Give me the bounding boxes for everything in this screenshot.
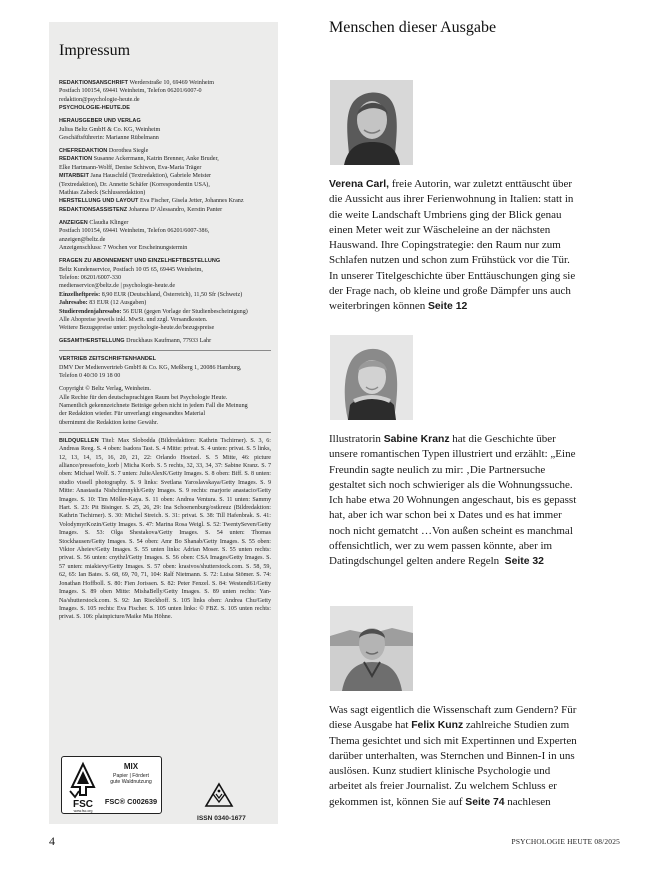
fsc-mix-subtitle (102, 773, 160, 785)
jahresabo-label: Jahresabo: (59, 300, 88, 307)
redaktionsanschrift-address: Werderstraße 10, 69469 Weinheim (128, 80, 215, 86)
gesamtherstellung-label: GESAMTHERSTELLUNG (59, 338, 125, 345)
abo-contact: medienservice@beltz.de | psychologie-heute.de (59, 283, 176, 290)
copyright-block (59, 385, 271, 427)
abo-label: FRAGEN ZU ABONNEMENT UND EINZELHEFTBESTELLUNG (59, 258, 221, 265)
vertrieb-phone: Telefon 0 40/30 19 18 00 (59, 373, 121, 380)
fsc-tree-icon (67, 761, 99, 799)
bildquellen-block (59, 437, 271, 622)
bio-text: hat die Geschichte über unsere romantischen Typen illustriert und erzählt: „Eine Freundin sagte neulich zu mir: ‚Die Partnersuche gestaltet sich noch schwieriger als die Wohnungssuche. Ich habe etwa 20 Wohnungen angeschaut, bis es gepasst hat, aber ich war schon bei x Dates und es hat immer noch nicht gematcht …Von außen scheint es manchmal offensichtlich, wer zu wem passen könnte, aber im Datingdschungel gelten andere Regeln (329, 433, 577, 568)
redaktion-names-2: Elke Hartmann-Wolff, Denise Schiwon, Eva-Maria Träger (59, 164, 202, 171)
fsc-url: www.fsc.org (73, 809, 93, 813)
redaktion-label: REDAKTION (59, 156, 93, 163)
bio-outro: nachlesen (504, 795, 551, 808)
verlag-block (59, 117, 271, 142)
bio-intro: Was sagt eigentlich die Wissenschaft zum Gendern? Für diese Ausgabe hat (329, 704, 577, 732)
redaktion-email: redaktion@psychologie-heute.de (59, 96, 140, 103)
page-number: 4 (49, 834, 55, 848)
bio-felix-kunz (329, 703, 579, 810)
bildquellen-label: BILDQUELLEN (59, 437, 99, 444)
anzeigen-name: Claudia Klinger (87, 219, 129, 226)
page-reference: Seite 12 (427, 301, 468, 313)
recycle-icon (204, 782, 234, 808)
fsc-word: FSC (73, 799, 93, 810)
bildquellen-text: Titel: Max Slobodda (Bildredaktion: Kathrin Tschirner). S. 3, 6: Andreas Reeg. S. 4 oben: Isadora Tast. S. 4 Mitte: privat. S. 4 unten: privat. S. 5 links, 12, 13, 14, 15, 16, 20, 21, 22: Orlando Hoetzel. S. 5 Mitte, 46: picture alliance/pressefoto_korb | Micha Korb. S. 5 rechts, 32, 33, 34, 37: Sabine Kranz. S. 7 oben: Michael Wolf. S. 7 unten: JulieAlexK/Getty Images. S. 8 oben: Biff. S. 8 unten: studio vissell photography. S. 9 links: Svetlana Yaroslavskaya/Getty Images. S. 9 Mitte: Anastasiia Nishchimnykh/Getty Images. S. 9 rechts: marjorie anastacio/Getty Images. S. 10: Tim Möller-Kaya. S. 11 oben: Andrea Ventura. S. 11 unten: Sammy Hart. S. 23: Pit Bisinger. S. 25, 26, 29: Ina Schoenenburg/ostkreuz (Bildredaktion: Kathrin Tschirner). S. 30: Michel Streich. S. 31: privat. S. 38: Till Hafenbrak. S. 41: VolodymyrKozin/Getty Images. S. 47: Marina Rosa Weigl. S. 52: TwentySeven/Getty Images. S. 53: Olga Shestakova/Getty Images. S. 54 unten: Thomas Stockhausen/Getty Images. S. 54 oben: Amr Bo Shanab/Getty Images. S. 55 oben: Viktor Aheiev/Getty Images. S. 55 unten links: Adrian Moser. S. 55 unten rechts: privat. S. 56 unten: cnythzl/Getty Images. S. 56 oben: CSA Images/Getty Images. S. 57 unten: miakievy/Getty Images. S. 57 oben: krasivos/shutterstock.com. S. 58, 59, 62, 65: Ian Bates. S. 68, 69, 70, 71, 104: Ralf Nietmann. S. 72: Luisa Stömer. S. 74: Jonathan Hoffboll. S. 80: Fien Jorissen. S. 82: Peter Fenzel. S. 84: Westend61/Getty Images. S. 89 oben Mitte: MishaBelly/Getty Images. S. 89 unten rechts: Yan-Na/shutterstock.com. S. 92: Jan Rieckhoff. S. 105 links oben: Andrea Chu/Getty Images. S. 105 rechts: Eva Fischer. S. 105 unten links: © FBZ. S. 105 unten rechts: privat. S. 106: plainpicture/Maike Mia Höhne. (59, 437, 271, 621)
page-reference: Seite 32 (504, 556, 544, 568)
herstellung-label: HERSTELLUNG UND LAYOUT (59, 198, 139, 205)
jahresabo-value: 83 EUR (12 Ausgaben) (87, 300, 147, 307)
portrait-image (330, 335, 413, 420)
anzeigen-block (59, 219, 271, 253)
anzeigenschluss: Anzeigenschluss: 7 Wochen vor Erscheinungstermin (59, 245, 188, 252)
copyright-line-4: der Redaktion wieder. Für unverlangt eingesandtes Material (59, 411, 206, 418)
impressum-column (49, 22, 278, 824)
verlag-name: Julius Beltz GmbH & Co. KG, Weinheim (59, 126, 161, 133)
impressum-body (59, 79, 271, 626)
fsc-logo (61, 756, 162, 814)
person-name: Verena Carl, (329, 179, 390, 190)
einzelheftpreis-value: 8,90 EUR (Deutschland, Österreich), 11,50 Sfr (Schweiz) (100, 291, 243, 298)
impressum-title: Impressum (59, 42, 131, 59)
abo-block (59, 257, 271, 333)
mitarbeit-names-2: (Textredaktion), Dr. Annette Schäfer (Korrespondentin USA), (59, 181, 210, 188)
divider (59, 350, 271, 351)
anzeigen-email: anzeigen@beltz.de (59, 236, 106, 243)
fsc-mix-sub-2: gute Waldnutzung (110, 779, 152, 785)
herstellung-names: Eva Fischer, Gisela Jetter, Johannes Kranz (138, 198, 244, 205)
bio-intro: Illustratorin (329, 433, 384, 445)
copyright-line-3: Namentlich gekennzeichnete Beiträge geben nicht in jedem Fall die Meinung (59, 402, 248, 409)
mitarbeit-names-3: Mathias Zabeck (Schlussredaktion) (59, 190, 146, 197)
issn-number: ISSN 0340-1677 (197, 815, 246, 822)
redaktionsanschrift-block (59, 79, 271, 113)
divider (59, 432, 271, 433)
verlag-label: HERAUSGEBER UND VERLAG (59, 118, 141, 125)
gesamtherstellung-block (59, 337, 271, 345)
photo-sabine-kranz (330, 335, 413, 420)
studierendenabo-label: Studierendenjahresabo: (59, 308, 122, 315)
chefredaktion-name: Dorothea Siegle (107, 148, 149, 155)
assistenz-names: Johanna D’Alessandro, Kerstin Panter (127, 206, 223, 213)
photo-felix-kunz (330, 606, 413, 691)
gesamtherstellung-value: Druckhaus Kaufmann, 77933 Lahr (124, 338, 212, 345)
bio-sabine-kranz (329, 432, 579, 570)
bezugspreise-note: Weitere Bezugspreise unter: psychologie-heute.de/bezugspreise (59, 325, 215, 332)
fsc-mix-sub-1: Papier | Fördert (113, 773, 149, 779)
portrait-image (330, 606, 413, 691)
mitarbeit-names: Jana Hauschild (Textredaktion), Gabriele Meister (88, 173, 212, 180)
copyright-line-5: übernimmt die Redaktion keine Gewähr. (59, 419, 158, 426)
person-name: Sabine Kranz (383, 434, 450, 445)
redaktionsanschrift-label: REDAKTIONSANSCHRIFT (59, 80, 129, 86)
page-reference: Seite 74 (465, 796, 505, 808)
website-link: PSYCHOLOGIE-HEUTE.DE (59, 105, 130, 112)
redaktionsanschrift-postfach: Postfach 100154, 69441 Weinheim, Telefon 06201/6007-0 (59, 88, 202, 95)
mitarbeit-label: MITARBEIT (59, 173, 89, 180)
chefredaktion-label: CHEFREDAKTION (59, 148, 108, 155)
assistenz-label: REDAKTIONSASSISTENZ (59, 206, 128, 213)
portrait-image (330, 80, 413, 165)
studierendenabo-value: 56 EUR (gegen Vorlage der Studienbescheinigung) (121, 308, 248, 315)
anzeigen-label: ANZEIGEN (59, 219, 88, 226)
redaktion-names: Susanne Ackermann, Katrin Brenner, Anke Bruder, (92, 156, 219, 163)
person-name: Felix Kunz (411, 720, 464, 732)
vertrieb-address: DMV Der Medienvertrieb GmbH & Co. KG, Meßberg 1, 20086 Hamburg, (59, 364, 242, 371)
fsc-code: FSC® C002639 (104, 797, 158, 806)
vertrieb-label: VERTRIEB ZEITSCHRIFTENHANDEL (59, 356, 157, 363)
magazine-issue: PSYCHOLOGIE HEUTE 08/2025 (511, 837, 620, 846)
people-section-title: Menschen dieser Ausgabe (329, 19, 497, 36)
verlag-geschaeftsfuehrung: Geschäftsführerin: Marianne Rübelmann (59, 135, 159, 142)
redaktion-block (59, 147, 271, 214)
bio-verena-carl (329, 177, 579, 315)
fsc-mix: MIX (123, 762, 139, 771)
copyright-line-2: Alle Rechte für den deutschsprachigen Raum bei Psychologie Heute. (59, 394, 228, 401)
anzeigen-address: Postfach 100154, 69441 Weinheim, Telefon 06201/6007-386, (59, 228, 210, 235)
abo-note: Alle Abopreise jeweils inkl. MwSt. und zzgl. Versandkosten. (59, 316, 208, 323)
bio-text: zahlreiche Studien zum Thema gesichtet und sich mit Expertinnen und Experten darüber unterhalten, was Sternchen und Binnen-I in uns auslösen. Kunz studiert klinische Psychologie und arbeitet als freier Journalist. Zu welchem Schluss er gekommen ist, können Sie auf (329, 719, 577, 808)
vertrieb-block (59, 355, 271, 380)
bio-text: freie Autorin, war zuletzt enttäuscht über die Aussicht aus ihrer Ferienwohnung in Italien: statt in die weite Landschaft Umbriens ging der Blick genau einen Meter weit zur Wäscheleine an der nächsten Hauswand. Ihre Copingstrategie: den Raum nur zum Schlafen nutzen und schon zum Frühstück vor die Tür. In unserer Titelgeschichte über Enttäuschungen ging sie der Frage nach, ob kleine und große Dämpfer uns auch weiterbringen können (329, 178, 576, 313)
copyright-line-1: Copyright © Beltz Verlag, Weinheim. (59, 386, 151, 393)
photo-verena-carl (330, 80, 413, 165)
abo-phone: Telefon: 06201/6007-330 (59, 274, 122, 281)
abo-address: Beltz Kundenservice, Postfach 10 05 65, 69445 Weinheim, (59, 266, 203, 273)
einzelheftpreis-label: Einzelheftpreis: (59, 291, 101, 298)
